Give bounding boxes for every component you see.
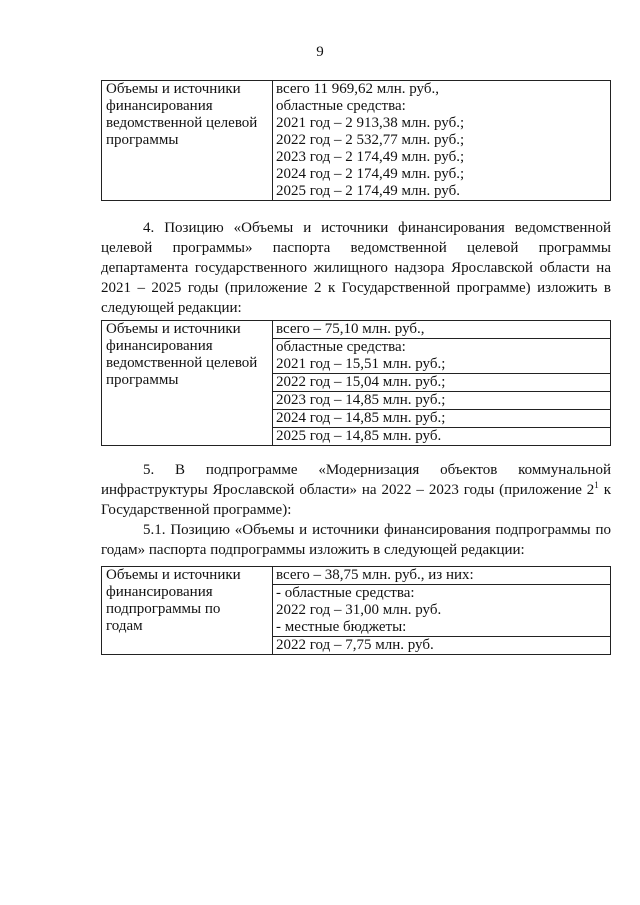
value-line: 2022 год – 7,75 млн. руб. <box>276 637 434 653</box>
value-line: 2024 год – 14,85 млн. руб.; <box>273 410 610 428</box>
label-line: Объемы и источники <box>106 321 241 337</box>
value-line: всего – 75,10 млн. руб., <box>273 321 610 339</box>
value-line: 2025 год – 2 174,49 млн. руб. <box>276 183 460 199</box>
paragraph-5-1 <box>101 520 611 560</box>
value-line: областные средства: <box>276 339 406 355</box>
label-line: Объемы и источники <box>106 567 241 583</box>
value-line: 2022 год – 31,00 млн. руб. <box>276 602 442 618</box>
label-line: подпрограммы по <box>106 601 221 617</box>
value-line: - местные бюджеты: <box>273 619 610 637</box>
value-line: 2021 год – 2 913,38 млн. руб.; <box>276 115 465 131</box>
value-line: 2023 год – 2 174,49 млн. руб.; <box>276 149 465 165</box>
label-line: ведомственной целевой <box>106 355 258 371</box>
label-line: финансирования <box>106 584 213 600</box>
value-line: 2022 год – 2 532,77 млн. руб.; <box>276 132 465 148</box>
value-line: - областные средства: <box>276 585 415 601</box>
label-line: годам <box>106 618 143 634</box>
paragraph-4-text: 4. Позицию «Объемы и источники финансирования ведомственной целевой программы» паспорта ведомственной целевой программы департамента государственного жилищного надзора Ярославской области на 2021 – 2025 годы (приложение 2 к Государственной программе) изложить в следующей редакции: <box>101 220 611 316</box>
table-value-cell <box>273 567 611 655</box>
paragraph-5 <box>101 460 611 520</box>
paragraph-5-text: 5. В подпрограмме «Модернизация объектов коммунальной инфраструктуры Ярославской области» на 2022 – 2023 годы (приложение 2 <box>101 462 611 498</box>
value-line: 2024 год – 2 174,49 млн. руб.; <box>276 166 465 182</box>
value-line: всего 11 969,62 млн. руб., <box>276 81 439 97</box>
table-value-cell <box>273 81 611 201</box>
label-line: программы <box>106 132 179 148</box>
value-line: 2025 год – 14,85 млн. руб. <box>276 428 442 444</box>
label-line: ведомственной целевой <box>106 115 258 131</box>
paragraph-5-1-text: 5.1. Позицию «Объемы и источники финансирования подпрограммы по годам» паспорта подпрограммы изложить в следующей редакции: <box>101 522 611 558</box>
label-line: Объемы и источники <box>106 81 241 97</box>
paragraph-5-tail: к Государственной программе): <box>101 482 611 518</box>
table-label-cell <box>102 567 273 655</box>
table-label-cell <box>102 321 273 446</box>
label-line: финансирования <box>106 98 213 114</box>
table-value-cell <box>273 321 611 446</box>
paragraph-4 <box>101 218 611 318</box>
label-line: финансирования <box>106 338 213 354</box>
financing-table-3 <box>101 566 611 655</box>
value-line: всего – 38,75 млн. руб., из них: <box>273 567 610 585</box>
page-number: 9 <box>316 44 324 60</box>
value-line: областные средства: <box>276 98 406 114</box>
financing-table-2 <box>101 320 611 446</box>
superscript: 1 <box>594 480 599 490</box>
label-line: программы <box>106 372 179 388</box>
financing-table-1 <box>101 80 611 201</box>
value-line: 2021 год – 15,51 млн. руб.; <box>273 356 610 374</box>
value-line: 2022 год – 15,04 млн. руб.; <box>273 374 610 392</box>
table-label-cell <box>102 81 273 201</box>
value-line: 2023 год – 14,85 млн. руб.; <box>273 392 610 410</box>
